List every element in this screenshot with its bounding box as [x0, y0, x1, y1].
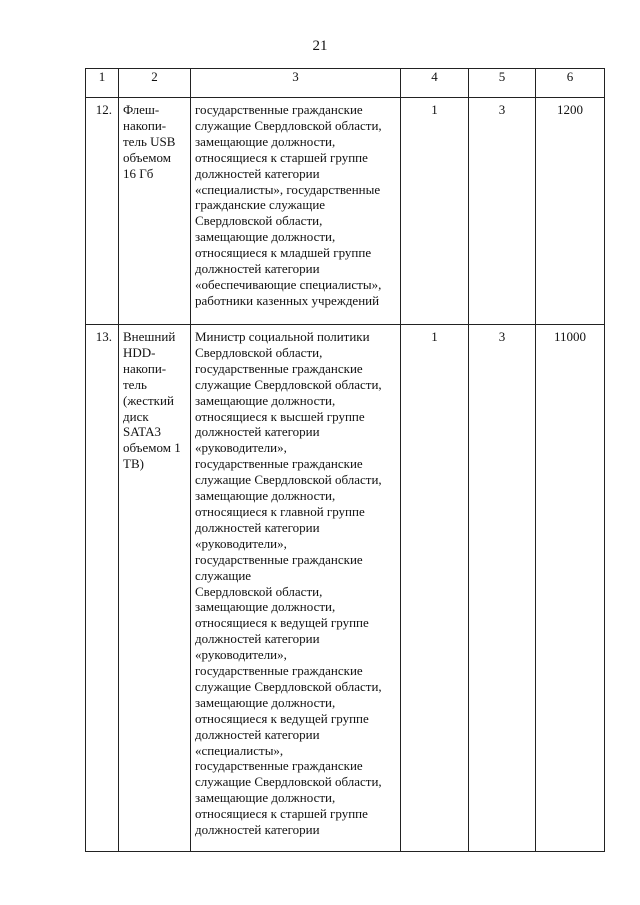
- description-line: должностей категории: [195, 519, 320, 535]
- item-name-line: объемом 1: [123, 440, 181, 456]
- item-name-line: тель USB: [123, 133, 176, 149]
- item-name: [119, 98, 191, 325]
- description-line: Свердловской области,: [195, 344, 323, 360]
- description-line: замещающие должности,: [195, 229, 336, 245]
- page-number: 21: [312, 38, 328, 54]
- price-value: 1200: [536, 98, 605, 325]
- item-name: [119, 325, 191, 852]
- item-name-line: ТВ): [123, 456, 144, 472]
- item-name-line: 16 Гб: [123, 165, 154, 181]
- description-line: государственные гражданские: [195, 663, 363, 679]
- header-col-6: 6: [536, 69, 605, 98]
- description-line: государственные гражданские: [195, 551, 363, 567]
- description-line: Свердловской области,: [195, 213, 323, 229]
- header-row: [86, 69, 605, 98]
- description-line: должностей категории: [195, 165, 320, 181]
- description-line: замещающие должности,: [195, 599, 336, 615]
- description-line: относящиеся к старшей группе: [195, 806, 368, 822]
- table-row: [86, 98, 605, 325]
- price-value: 11000: [536, 325, 605, 852]
- description-line: замещающие должности,: [195, 392, 336, 408]
- description-line: должностей категории: [195, 424, 320, 440]
- description-line: относящиеся к ведущей группе: [195, 710, 369, 726]
- header-col-4: 4: [401, 69, 469, 98]
- description-line: государственные гражданские: [195, 360, 363, 376]
- item-name-line: Внешний: [123, 329, 176, 344]
- row-number: 12.: [86, 98, 119, 325]
- description-line: служащие Свердловской области,: [195, 472, 382, 488]
- description-line: «руководители»,: [195, 440, 287, 456]
- description-line: «специалисты», государственные: [195, 181, 381, 197]
- description-line: государственные гражданские: [195, 456, 363, 472]
- description-line: должностей категории: [195, 822, 320, 838]
- quantity-value: 1: [401, 325, 469, 852]
- item-description: [191, 325, 401, 852]
- item-name-line: (жесткий: [123, 392, 174, 408]
- term-value: 3: [469, 325, 536, 852]
- description-line: «руководители»,: [195, 647, 287, 663]
- item-name-line: тель: [123, 376, 147, 392]
- description-line: гражданские служащие: [195, 197, 326, 213]
- description-line: замещающие должности,: [195, 488, 336, 504]
- term-value: 3: [469, 98, 536, 325]
- description-line: относящиеся к старшей группе: [195, 149, 368, 165]
- description-line: замещающие должности,: [195, 694, 336, 710]
- description-line: должностей категории: [195, 726, 320, 742]
- header-col-5: 5: [469, 69, 536, 98]
- description-line: «специалисты»,: [195, 742, 284, 758]
- item-description: [191, 98, 401, 325]
- description-line: Свердловской области,: [195, 583, 323, 599]
- description-line: служащие Свердловской области,: [195, 678, 382, 694]
- item-name-line: диск: [123, 408, 149, 424]
- header-col-3: 3: [191, 69, 401, 98]
- table-row: [86, 325, 605, 852]
- description-line: служащие Свердловской области,: [195, 376, 382, 392]
- description-line: «руководители»,: [195, 535, 287, 551]
- row-number: 13.: [86, 325, 119, 852]
- description-line: государственные гражданские: [195, 758, 363, 774]
- description-line: относящиеся к высшей группе: [195, 408, 365, 424]
- description-line: относящиеся к ведущей группе: [195, 615, 369, 631]
- item-name-line: HDD-: [123, 344, 156, 360]
- description-line: служащие Свердловской области,: [195, 774, 382, 790]
- description-line: «обеспечивающие специалисты»,: [195, 276, 382, 292]
- description-line: служащие: [195, 567, 252, 583]
- item-name-line: Флеш-: [123, 102, 160, 117]
- description-line: должностей категории: [195, 261, 320, 277]
- item-name-line: накопи-: [123, 360, 167, 376]
- quantity-value: 1: [401, 98, 469, 325]
- item-name-line: объемом: [123, 149, 171, 165]
- header-col-1: 1: [86, 69, 119, 98]
- item-name-line: накопи-: [123, 117, 167, 133]
- header-col-2: 2: [119, 69, 191, 98]
- description-line: работники казенных учреждений: [195, 292, 380, 308]
- description-line: служащие Свердловской области,: [195, 117, 382, 133]
- description-line: замещающие должности,: [195, 133, 336, 149]
- item-name-line: SATA3: [123, 424, 161, 440]
- specification-table: [85, 68, 605, 852]
- description-line: относящиеся к младшей группе: [195, 245, 372, 261]
- description-line: замещающие должности,: [195, 790, 336, 806]
- description-line: должностей категории: [195, 631, 320, 647]
- description-line: относящиеся к главной группе: [195, 503, 365, 519]
- description-line: Министр социальной политики: [195, 329, 370, 344]
- description-line: государственные гражданские: [195, 102, 363, 117]
